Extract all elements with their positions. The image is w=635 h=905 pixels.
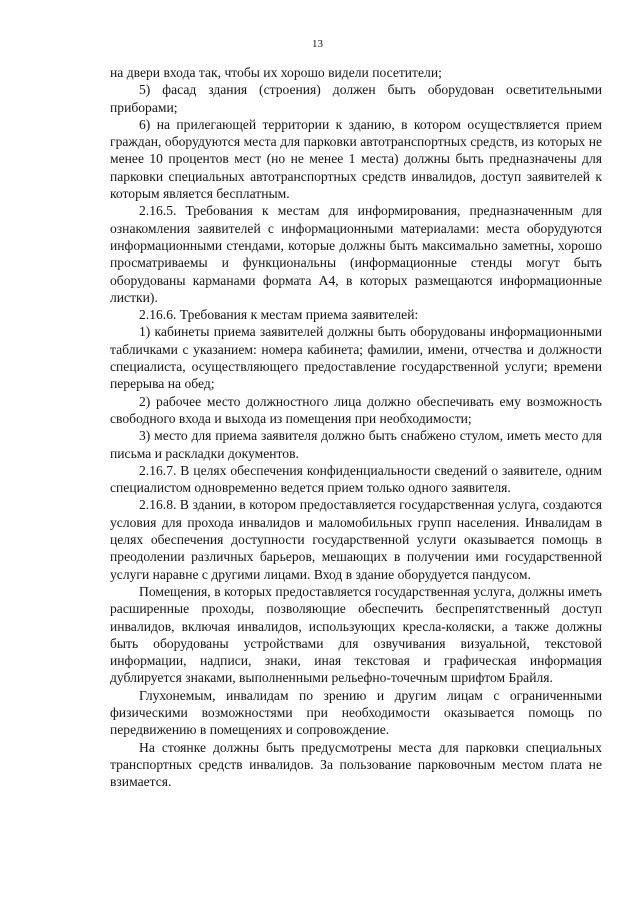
paragraph-item-5: 5) фасад здания (строения) должен быть оборудован осветительными приборами; — [110, 82, 602, 115]
paragraph-2-16-8: 2.16.8. В здании, в котором предоставляется государственная услуга, создаются условия для прохода инвалидов и маломобильных групп населения. Инвалидам в целях обеспечения доступности государственной услуги оказывается помощь в преодолении различных барьеров, мешающих в получении ими государственной услуги наравне с другими лицами. Вход в здание оборудуется пандусом. — [110, 497, 602, 582]
page-number: 13 — [312, 38, 323, 50]
paragraph-2-16-5: 2.16.5. Требования к местам для информирования, предназначенным для ознакомления заявителей с информационными материалами: места оборудуются информационными стендами, которые должны быть максимально заметны, хорошо просматриваемы и функциональны (информационные стенды могут быть оборудованы карманами формата А4, в которых размещаются информационные листки). — [110, 203, 602, 305]
paragraph-continuation: на двери входа так, чтобы их хорошо видели посетители; — [110, 65, 442, 80]
paragraph-parking: На стоянке должны быть предусмотрены места для парковки специальных транспортных средств инвалидов. За пользование парковочным местом плата не взимается. — [110, 739, 602, 790]
paragraph-item-6: 6) на прилегающей территории к зданию, в котором осуществляется прием граждан, оборудуются места для парковки автотранспортных средств, из которых не менее 10 процентов мест (но не менее 1 места) должны быть предназначены для парковки специальных автотранспортных средств инвалидов, доступ заявителей к которым является бесплатным. — [110, 116, 602, 202]
paragraph-2-16-6-item-1: 1) кабинеты приема заявителей должны быть оборудованы информационными табличками с указанием: номера кабинета; фамилии, имени, отчества и должности специалиста, осуществляющего предоставление государственной услуги; времени перерыва на обед; — [110, 324, 602, 392]
paragraph-assistance: Глухонемым, инвалидам по зрению и другим лицам с ограниченными физическими возможностями при необходимости оказывается помощь по передвижению в помещениях и сопровождение. — [110, 687, 602, 738]
paragraph-premises: Помещения, в которых предоставляется государственная услуга, должны иметь расширенные проходы, позволяющие обеспечить беспрепятственный доступ инвалидов, включая инвалидов, использующих кресла-коляски, а также должны быть оборудованы устройствами для озвучивания визуальной, текстовой информации, надписи, знаки, иная текстовая и графическая информация дублируется знаками, выполненными рельефно-точечным шрифтом Брайля. — [110, 583, 602, 686]
paragraph-2-16-6: 2.16.6. Требования к местам приема заявителей: — [139, 307, 419, 323]
document-body — [110, 64, 602, 790]
paragraph-2-16-6-item-3: 3) место для приема заявителя должно быть снабжено стулом, иметь место для письма и раскладки документов. — [110, 428, 602, 461]
paragraph-2-16-7: 2.16.7. В целях обеспечения конфиденциальности сведений о заявителе, одним специалистом одновременно ведется прием только одного заявителя. — [110, 462, 602, 496]
paragraph-2-16-6-item-2: 2) рабочее место должностного лица должно обеспечивать ему возможность свободного входа и выхода из помещения при необходимости; — [110, 393, 602, 426]
